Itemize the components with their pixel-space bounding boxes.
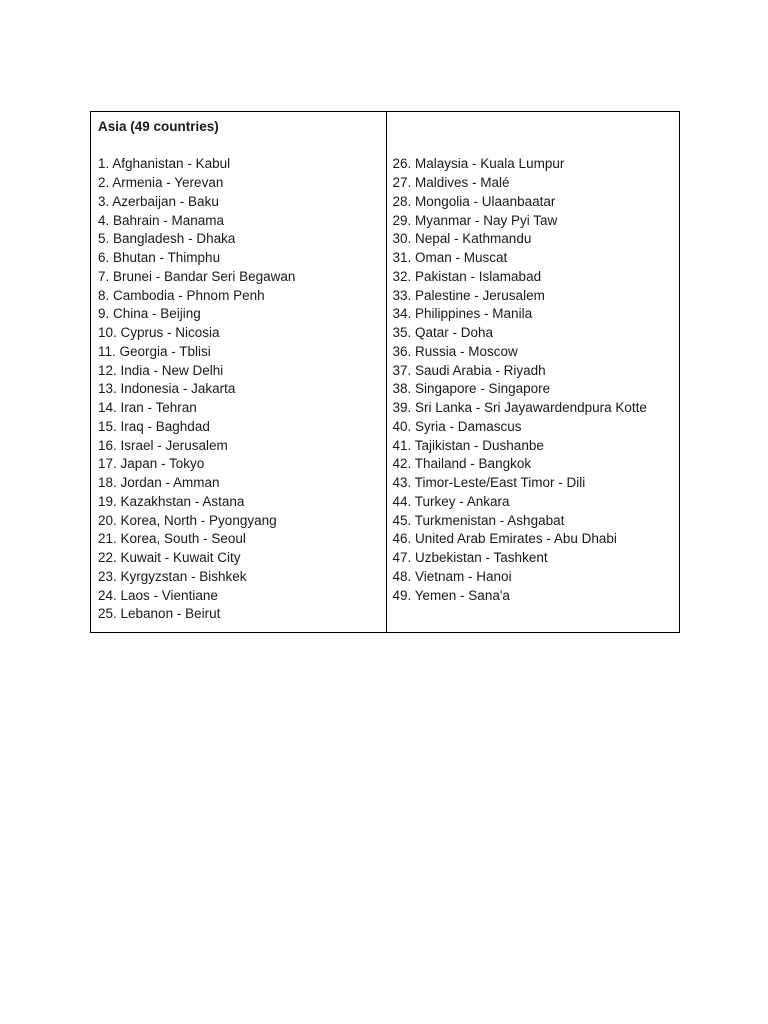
list-item: 25. Lebanon - Beirut xyxy=(98,606,221,622)
right-country-list xyxy=(393,155,680,605)
list-item: 32. Pakistan - Islamabad xyxy=(392,268,542,284)
list-item: 3. Azerbaijan - Baku xyxy=(98,193,219,209)
list-item: 42. Thailand - Bangkok xyxy=(392,456,532,472)
list-item: 45. Turkmenistan - Ashgabat xyxy=(392,512,565,528)
table-heading: Asia (49 countries) xyxy=(98,119,219,134)
right-column-cell xyxy=(386,112,680,633)
list-item: 27. Maldives - Malé xyxy=(392,175,510,191)
asia-capitals-table xyxy=(90,111,680,633)
list-item: 38. Singapore - Singapore xyxy=(392,381,551,397)
list-item: 13. Indonesia - Jakarta xyxy=(98,381,236,397)
list-item: 35. Qatar - Doha xyxy=(392,325,494,341)
list-item: 7. Brunei - Bandar Seri Begawan xyxy=(98,268,296,284)
left-country-list xyxy=(98,155,386,624)
list-item: 34. Philippines - Manila xyxy=(392,306,533,322)
list-item: 15. Iraq - Baghdad xyxy=(98,418,210,434)
list-item: 17. Japan - Tokyo xyxy=(98,456,205,472)
list-item: 43. Timor-Leste/East Timor - Dili xyxy=(392,475,586,491)
list-item: 28. Mongolia - Ulaanbaatar xyxy=(392,193,556,209)
list-item: 18. Jordan - Amman xyxy=(98,475,220,491)
list-item: 29. Myanmar - Nay Pyi Taw xyxy=(392,212,558,228)
list-item: 2. Armenia - Yerevan xyxy=(98,175,224,191)
list-item: 6. Bhutan - Thimphu xyxy=(98,250,221,266)
list-item: 16. Israel - Jerusalem xyxy=(98,437,228,453)
list-item: 39. Sri Lanka - Sri Jayawardendpura Kotte xyxy=(392,400,647,416)
list-item: 22. Kuwait - Kuwait City xyxy=(98,550,241,566)
list-item: 23. Kyrgyzstan - Bishkek xyxy=(98,568,247,584)
list-item: 9. China - Beijing xyxy=(98,306,201,322)
list-item: 14. Iran - Tehran xyxy=(98,400,197,416)
list-item: 8. Cambodia - Phnom Penh xyxy=(98,287,265,303)
list-item: 30. Nepal - Kathmandu xyxy=(392,231,532,247)
list-item: 11. Georgia - Tblisi xyxy=(98,343,211,359)
heading-spacer xyxy=(98,137,386,156)
list-item: 31. Oman - Muscat xyxy=(392,250,508,266)
empty-heading-spacer xyxy=(393,118,680,137)
list-item: 33. Palestine - Jerusalem xyxy=(392,287,545,303)
list-item: 10. Cyprus - Nicosia xyxy=(98,325,220,341)
list-item: 4. Bahrain - Manama xyxy=(98,212,225,228)
list-item: 44. Turkey - Ankara xyxy=(392,493,510,509)
list-item: 47. Uzbekistan - Tashkent xyxy=(392,550,548,566)
list-item: 5. Bangladesh - Dhaka xyxy=(98,231,236,247)
list-item: 19. Kazakhstan - Astana xyxy=(98,493,245,509)
list-item: 1. Afghanistan - Kabul xyxy=(98,156,231,172)
list-item: 40. Syria - Damascus xyxy=(392,418,522,434)
list-item: 21. Korea, South - Seoul xyxy=(98,531,246,547)
table-row xyxy=(91,112,680,633)
list-item: 24. Laos - Vientiane xyxy=(98,587,218,603)
list-item: 12. India - New Delhi xyxy=(98,362,224,378)
list-item: 26. Malaysia - Kuala Lumpur xyxy=(392,156,565,172)
list-item: 37. Saudi Arabia - Riyadh xyxy=(392,362,546,378)
list-item: 20. Korea, North - Pyongyang xyxy=(98,512,277,528)
list-item: 49. Yemen - Sana'a xyxy=(392,587,510,603)
list-item: 41. Tajikistan - Dushanbe xyxy=(392,437,544,453)
list-item: 46. United Arab Emirates - Abu Dhabi xyxy=(392,531,617,547)
list-item: 36. Russia - Moscow xyxy=(392,343,518,359)
left-column-cell xyxy=(91,112,387,633)
list-item: 48. Vietnam - Hanoi xyxy=(392,568,512,584)
heading-spacer xyxy=(393,137,680,156)
